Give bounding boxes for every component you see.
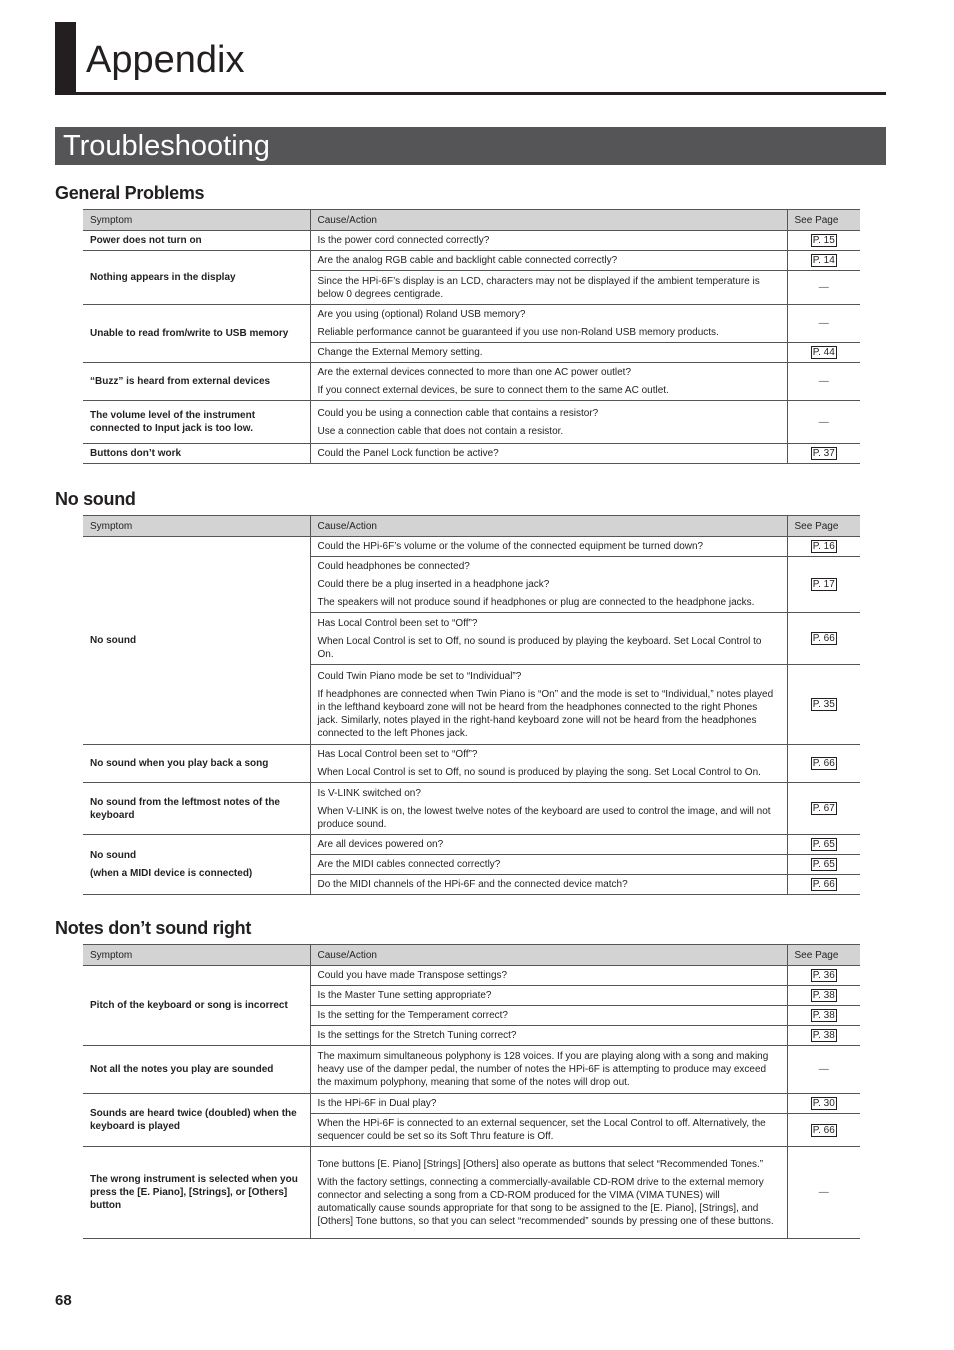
symptom-cell: Nothing appears in the display	[83, 251, 310, 305]
page-cell	[787, 986, 860, 1006]
cause-line: When Local Control is set to Off, no sound is produced by playing the song. Set Local Control to On.	[317, 767, 761, 778]
cause-cell	[310, 251, 787, 271]
table-row	[83, 251, 860, 271]
cause-line: When Local Control is set to Off, no sound is produced by playing the keyboard. Set Local Control to On.	[317, 635, 762, 660]
cause-line: The maximum simultaneous polyphony is 128 voices. If you are playing along with a song and making heavy use of the damper pedal, the number of notes the HPi-6F is attempting to produce may exceed the maximum polyphony, meaning that some of the notes will drop out.	[317, 1051, 769, 1088]
page-cell	[787, 835, 860, 855]
table-row	[83, 1147, 860, 1239]
table-row	[83, 783, 860, 835]
table-notes-dont-sound-right	[83, 944, 860, 1239]
cause-line: Could Twin Piano mode be set to “Individual”?	[317, 670, 522, 682]
cause-cell	[310, 1147, 787, 1239]
symptom-cell: No sound	[83, 537, 310, 745]
page-cell	[787, 401, 860, 444]
cause-cell	[310, 231, 787, 251]
cause-line: Use a connection cable that does not contain a resistor.	[317, 425, 564, 437]
symptom-cell: Unable to read from/write to USB memory	[83, 305, 310, 363]
cause-line: Is the power cord connected correctly?	[317, 235, 490, 246]
table-row	[83, 401, 860, 444]
heading-general-problems: General Problems	[55, 183, 205, 203]
page-link[interactable]: P. 30	[812, 1098, 835, 1109]
cause-line: When the HPi-6F is connected to an external sequencer, set the Local Control to off. Alternatively, the sequencer could be set so its Soft Thru feature is Off.	[317, 1118, 766, 1142]
cause-line: Are all devices powered on?	[317, 839, 444, 850]
symptom-cell: No sound from the leftmost notes of the keyboard	[83, 783, 310, 835]
page-cell	[787, 783, 860, 835]
symptom-cell: Power does not turn on	[83, 231, 310, 251]
cause-cell	[310, 835, 787, 855]
chapter-rule	[55, 92, 886, 95]
cause-cell	[310, 665, 787, 745]
cause-cell	[310, 1006, 787, 1026]
page-cell	[787, 251, 860, 271]
section-title: Troubleshooting	[55, 127, 886, 165]
table-row	[83, 1046, 860, 1094]
cause-line: Has Local Control been set to “Off”?	[317, 617, 478, 629]
table-row	[83, 363, 860, 401]
page-cell	[787, 444, 860, 464]
page-cell	[787, 537, 860, 557]
cause-line: Is the Master Tune setting appropriate?	[317, 990, 492, 1001]
table-row	[83, 305, 860, 343]
header-symptom: Symptom	[83, 516, 310, 537]
cause-line: Are the MIDI cables connected correctly?	[317, 859, 501, 870]
cause-line: Could you be using a connection cable that contains a resistor?	[317, 407, 599, 419]
cause-cell	[310, 783, 787, 835]
cause-line: Could headphones be connected?	[317, 561, 470, 572]
cause-line: Since the HPi-6F’s display is an LCD, characters may not be displayed if the ambient temperature is below 0 degrees centigrade.	[317, 275, 760, 300]
symptom-cell: Pitch of the keyboard or song is incorrect	[83, 966, 310, 1046]
table-header-row	[83, 516, 860, 537]
table-row	[83, 1094, 860, 1114]
page-link[interactable]: P. 38	[812, 1010, 835, 1021]
page-cell	[787, 271, 860, 305]
cause-line: Is the settings for the Stretch Tuning correct?	[317, 1030, 517, 1041]
table-no-sound	[83, 515, 860, 895]
page-cell	[787, 1006, 860, 1026]
page-link[interactable]: P. 65	[812, 839, 835, 850]
page-cell	[787, 855, 860, 875]
page-cell	[787, 745, 860, 783]
cause-line: Reliable performance cannot be guaranteed if you use non-Roland USB memory products.	[317, 327, 719, 338]
page-link[interactable]: P. 37	[812, 448, 835, 459]
cause-cell	[310, 1094, 787, 1114]
table-row	[83, 745, 860, 783]
cause-cell	[310, 1026, 787, 1046]
cause-cell	[310, 343, 787, 363]
cause-line: When V-LINK is on, the lowest twelve notes of the keyboard are used to control the image, and will not produce sound.	[317, 805, 771, 830]
page-link[interactable]: P. 38	[812, 990, 835, 1001]
header-see-page: See Page	[787, 945, 860, 966]
table-general-problems	[83, 209, 860, 464]
table-row	[83, 444, 860, 464]
no-page-dash: —	[818, 416, 829, 428]
header-symptom: Symptom	[83, 945, 310, 966]
page-link[interactable]: P. 66	[812, 1124, 835, 1136]
no-page-dash: —	[818, 1187, 829, 1198]
cause-cell	[310, 557, 787, 613]
cause-cell	[310, 986, 787, 1006]
page-link[interactable]: P. 36	[812, 970, 835, 981]
cause-line: With the factory settings, connecting a commercially-available CD-ROM drive to the external memory connector and selecting a song from a CD-ROM produced for the VIMA (VIMA TUNES) will automatically cause sounds appropriate for that song to be assigned to the [E. Piano], [Strings], and [Others] Tone buttons, so that you can select “recommended” sounds by pressing one of these buttons.	[317, 1176, 774, 1227]
cause-line: If you connect external devices, be sure to connect them to the same AC outlet.	[317, 385, 669, 396]
page-cell	[787, 1114, 860, 1147]
header-see-page: See Page	[787, 516, 860, 537]
cause-line: Is V-LINK switched on?	[317, 787, 421, 799]
symptom-cell: The volume level of the instrument connected to Input jack is too low.	[83, 401, 310, 444]
page-cell	[787, 231, 860, 251]
page-cell	[787, 557, 860, 613]
page-link[interactable]: P. 65	[812, 859, 835, 870]
table-header-row	[83, 945, 860, 966]
symptom-cell	[83, 835, 310, 895]
symptom-cell: The wrong instrument is selected when you press the [E. Piano], [Strings], or [Others] button	[83, 1147, 310, 1239]
cause-cell	[310, 363, 787, 401]
chapter-marker-bar	[55, 22, 76, 93]
cause-line: Is the setting for the Temperament correct?	[317, 1010, 508, 1021]
cause-line: Could the HPi-6F’s volume or the volume of the connected equipment be turned down?	[317, 541, 704, 552]
page-link[interactable]: P. 14	[812, 255, 835, 266]
page-cell	[787, 613, 860, 665]
cause-line: Do the MIDI channels of the HPi-6F and the connected device match?	[317, 879, 628, 890]
table-row	[83, 537, 860, 557]
page-cell	[787, 1026, 860, 1046]
page-cell	[787, 363, 860, 401]
symptom-cell: No sound when you play back a song	[83, 745, 310, 783]
cause-cell	[310, 613, 787, 665]
page-cell	[787, 1094, 860, 1114]
cause-line: Could the Panel Lock function be active?	[317, 448, 499, 459]
page-cell	[787, 305, 860, 343]
cause-cell	[310, 444, 787, 464]
no-page-dash: —	[818, 282, 829, 293]
cause-line: The speakers will not produce sound if headphones or plug are connected to the headphone jacks.	[317, 597, 755, 608]
table-row	[83, 231, 860, 251]
page-cell	[787, 1046, 860, 1094]
cause-cell	[310, 537, 787, 557]
symptom-line: No sound	[90, 850, 137, 861]
cause-cell	[310, 305, 787, 343]
cause-line: Are you using (optional) Roland USB memory?	[317, 309, 526, 320]
heading-notes-dont-sound-right: Notes don’t sound right	[55, 918, 252, 938]
table-row	[83, 966, 860, 986]
header-cause: Cause/Action	[310, 945, 787, 966]
cause-cell	[310, 855, 787, 875]
page-cell	[787, 343, 860, 363]
cause-line: Has Local Control been set to “Off”?	[317, 749, 478, 760]
no-page-dash: —	[818, 1064, 829, 1075]
page-cell	[787, 665, 860, 745]
header-cause: Cause/Action	[310, 516, 787, 537]
table-row	[83, 835, 860, 855]
page-link[interactable]: P. 44	[812, 347, 835, 358]
cause-cell	[310, 745, 787, 783]
symptom-cell: Sounds are heard twice (doubled) when the keyboard is played	[83, 1094, 310, 1147]
chapter-title: Appendix	[86, 39, 245, 81]
page-link[interactable]: P. 66	[812, 758, 835, 769]
cause-line: Could you have made Transpose settings?	[317, 970, 508, 981]
symptom-cell: Not all the notes you play are sounded	[83, 1046, 310, 1094]
no-page-dash: —	[818, 376, 829, 387]
cause-cell	[310, 875, 787, 895]
page-cell	[787, 966, 860, 986]
page-link[interactable]: P. 66	[812, 633, 835, 644]
header-see-page: See Page	[787, 210, 860, 231]
symptom-line: (when a MIDI device is connected)	[90, 868, 253, 879]
page-link[interactable]: P. 38	[812, 1030, 835, 1041]
cause-line: Tone buttons [E. Piano] [Strings] [Others] also operate as buttons that select “Recommended Tones.”	[317, 1158, 764, 1170]
page-link[interactable]: P. 16	[812, 541, 835, 552]
cause-line: Change the External Memory setting.	[317, 347, 483, 358]
cause-line: Are the analog RGB cable and backlight cable connected correctly?	[317, 255, 618, 266]
symptom-cell: “Buzz” is heard from external devices	[83, 363, 310, 401]
header-symptom: Symptom	[83, 210, 310, 231]
header-cause: Cause/Action	[310, 210, 787, 231]
cause-cell	[310, 966, 787, 986]
page-number: 68	[55, 1292, 72, 1309]
heading-no-sound: No sound	[55, 489, 136, 509]
cause-cell	[310, 401, 787, 444]
page-cell	[787, 875, 860, 895]
cause-line: Are the external devices connected to more than one AC power outlet?	[317, 367, 632, 378]
symptom-cell: Buttons don’t work	[83, 444, 310, 464]
table-header-row	[83, 210, 860, 231]
page-link[interactable]: P. 15	[812, 235, 835, 246]
page-link[interactable]: P. 66	[812, 879, 835, 890]
cause-cell	[310, 1046, 787, 1094]
cause-cell	[310, 271, 787, 305]
page-link[interactable]: P. 35	[812, 699, 835, 710]
no-page-dash: —	[818, 318, 829, 329]
page-link[interactable]: P. 67	[812, 803, 835, 814]
cause-line: If headphones are connected when Twin Piano is “On” and the mode is set to “Individual,” notes played in the lefthand keyboard zone will not be heard from the headphones connected to the right Phones jack. Similarly, notes played in the right-hand keyboard zone will not be heard from the headphones connected to the left Phones jack.	[317, 688, 774, 739]
cause-line: Could there be a plug inserted in a headphone jack?	[317, 579, 550, 590]
cause-line: Is the HPi-6F in Dual play?	[317, 1098, 437, 1109]
cause-cell	[310, 1114, 787, 1147]
page-link[interactable]: P. 17	[812, 579, 835, 590]
page-cell	[787, 1147, 860, 1239]
